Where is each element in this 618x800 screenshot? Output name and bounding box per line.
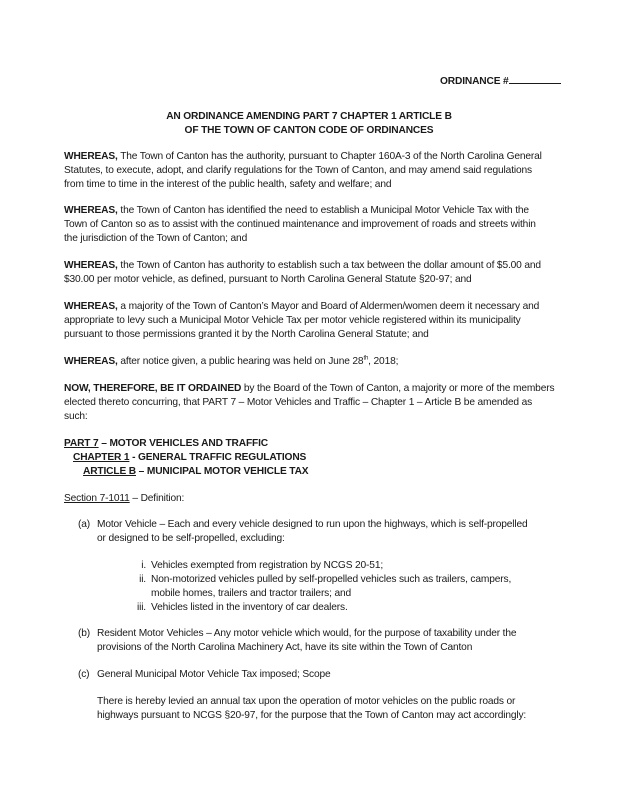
whereas-2-line-2: Town of Canton so as to assist with the continued maintenance and improvement of roads and streets within xyxy=(64,219,536,230)
whereas-4-line-2: appropriate to levy such a Municipal Motor Vehicle Tax per motor vehicle registered within its municipality xyxy=(64,315,521,326)
whereas-3-line-2: $30.00 per motor vehicle, as defined, pursuant to North Carolina General Statute §20-97; and xyxy=(64,274,472,285)
item-b-line-1: Resident Motor Vehicles – Any motor vehicle which would, for the purpose of taxability under the xyxy=(97,628,517,639)
ordained-line-2: elected thereto concurring, that PART 7 – Motor Vehicles and Traffic – Chapter 1 – Article B be amended as xyxy=(64,397,533,408)
whereas-lead: WHEREAS, xyxy=(64,356,118,367)
whereas-text: the Town of Canton has identified the need to establish a Municipal Motor Vehicle Tax with the xyxy=(117,205,529,216)
article-heading xyxy=(83,465,308,479)
item-c-line-1: General Municipal Motor Vehicle Tax imposed; Scope xyxy=(97,669,331,680)
whereas-4-line-1 xyxy=(64,300,539,314)
whereas-text: a majority of the Town of Canton’s Mayor and Board of Aldermen/women deem it necessary and xyxy=(117,301,540,312)
whereas-lead: WHEREAS, xyxy=(64,301,118,312)
section-heading xyxy=(64,492,184,506)
chapter-label: CHAPTER 1 xyxy=(73,452,130,463)
chapter-text: - GENERAL TRAFFIC REGULATIONS xyxy=(129,452,307,463)
ordained-line-1 xyxy=(64,382,554,396)
subitem-ii-marker: ii. xyxy=(139,574,146,585)
whereas-lead: WHEREAS, xyxy=(64,205,118,216)
subitem-iii-marker: iii. xyxy=(136,602,146,613)
item-c-paragraph-line-2: highways pursuant to NCGS §20-97, for the purpose that the Town of Canton may act accordingly: xyxy=(97,710,527,721)
whereas-2-line-1 xyxy=(64,204,529,218)
subitem-i-line-1: Vehicles exempted from registration by NCGS 20-51; xyxy=(151,560,384,571)
whereas-text-end: , 2018; xyxy=(368,356,399,367)
part-label: PART 7 xyxy=(64,438,99,449)
ordained-text: by the Board of the Town of Canton, a majority or more of the members xyxy=(241,383,555,394)
whereas-lead: WHEREAS, xyxy=(64,151,118,162)
section-label: Section 7-1011 xyxy=(64,493,130,504)
ordinance-number-blank xyxy=(509,73,561,84)
article-text: – MUNICIPAL MOTOR VEHICLE TAX xyxy=(135,466,309,477)
subitem-ii-line-2: mobile homes, trailers and tractor trailers; and xyxy=(151,588,352,599)
item-a-marker: (a) xyxy=(78,519,91,530)
item-c-paragraph-line-1: There is hereby levied an annual tax upon the operation of motor vehicles on the public roads or xyxy=(97,696,516,707)
item-a-line-1: Motor Vehicle – Each and every vehicle designed to run upon the highways, which is self-propelled xyxy=(97,519,528,530)
title-line-1: AN ORDINANCE AMENDING PART 7 CHAPTER 1 ARTICLE B xyxy=(166,111,452,122)
item-b-marker: (b) xyxy=(78,628,91,639)
ordinance-number-label: ORDINANCE # xyxy=(440,76,509,87)
whereas-5-line-1 xyxy=(64,355,398,369)
whereas-3-line-1 xyxy=(64,259,541,273)
title-line-2: OF THE TOWN OF CANTON CODE OF ORDINANCES xyxy=(184,125,434,136)
whereas-text: the Town of Canton has authority to establish such a tax between the dollar amount of $5.00 and xyxy=(117,260,541,271)
whereas-2-line-3: the jurisdiction of the Town of Canton; and xyxy=(64,233,248,244)
item-a-line-2: or designed to be self-propelled, excluding: xyxy=(97,533,285,544)
ordained-line-3: such: xyxy=(64,411,88,422)
whereas-text: after notice given, a public hearing was held on June 28 xyxy=(117,356,364,367)
whereas-1-line-2: Statutes, to execute, adopt, and clarify regulations for the Town of Canton, and may amend said regulations xyxy=(64,165,532,176)
subitem-i-marker: i. xyxy=(141,560,146,571)
ordinance-number-field xyxy=(440,73,561,89)
ordained-lead: NOW, THEREFORE, BE IT ORDAINED xyxy=(64,383,242,394)
article-label: ARTICLE B xyxy=(83,466,136,477)
whereas-1-line-3: from time to time in the interest of the public health, safety and welfare; and xyxy=(64,179,392,190)
part-heading xyxy=(64,437,268,451)
whereas-1-line-1 xyxy=(64,150,542,164)
date-ordinal-suffix: th xyxy=(363,355,369,362)
subitem-ii-line-1: Non-motorized vehicles pulled by self-propelled vehicles such as trailers, campers, xyxy=(151,574,512,585)
part-text: – MOTOR VEHICLES AND TRAFFIC xyxy=(98,438,268,449)
item-c-marker: (c) xyxy=(78,669,90,680)
item-b-line-2: provisions of the North Carolina Machinery Act, have its site within the Town of Canton xyxy=(97,642,473,653)
chapter-heading xyxy=(73,451,306,465)
whereas-lead: WHEREAS, xyxy=(64,260,118,271)
whereas-text: The Town of Canton has the authority, pursuant to Chapter 160A-3 of the North Carolina General xyxy=(117,151,542,162)
section-text: – Definition: xyxy=(129,493,185,504)
whereas-4-line-3: pursuant to those permissions granted it by the North Carolina General Statute; and xyxy=(64,329,429,340)
subitem-iii-line-1: Vehicles listed in the inventory of car dealers. xyxy=(151,602,348,613)
